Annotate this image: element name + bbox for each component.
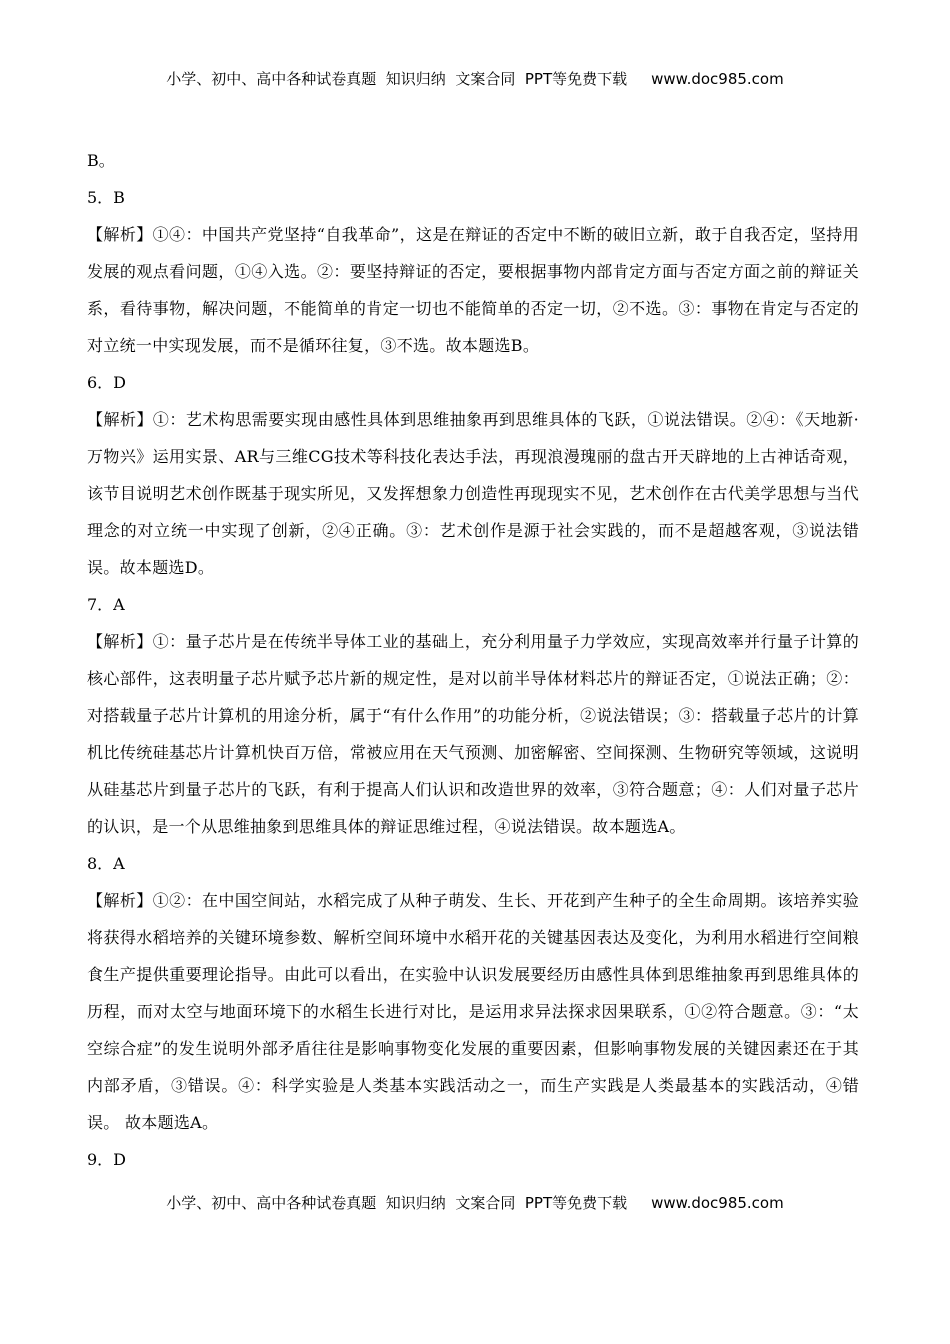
answer-content (87, 142, 859, 1178)
question-8-answer: 8．A (87, 854, 125, 873)
previous-answer-tail: B。 (87, 151, 115, 170)
question-6-answer: 6．D (87, 373, 127, 392)
page-footer (0, 1192, 950, 1213)
footer-text: 小学、初中、高中各种试卷真题 知识归纳 文案合同 PPT等免费下载 (166, 1194, 628, 1212)
page-header (0, 68, 950, 89)
question-8-explanation: 【解析】①②：在中国空间站，水稻完成了从种子萌发、生长、开花到产生种子的全生命周期。该培养实验将获得水稻培养的关键环境参数、解析空间环境中水稻开花的关键基因表达及变化，为利用水稻进行空间粮食生产提供重要理论指导。由此可以看出，在实验中认识发展要经历由感性具体到思维抽象再到思维具体的历程，而对太空与地面环境下的水稻生长进行对比，是运用求异法探求因果联系，①②符合题意。③：“太空综合症”的发生说明外部矛盾往往是影响事物变化发展的重要因素，但影响事物发展的关键因素还在于其内部矛盾，③错误。④：科学实验是人类基本实践活动之一，而生产实践是人类最基本的实践活动，④错误。 故本题选A。 (87, 891, 859, 1132)
footer-url: www.doc985.com (651, 1194, 784, 1212)
question-9-answer: 9．D (87, 1150, 127, 1169)
header-url: www.doc985.com (651, 70, 784, 88)
question-5-answer: 5．B (87, 188, 125, 207)
question-7-answer: 7．A (87, 595, 125, 614)
header-text: 小学、初中、高中各种试卷真题 知识归纳 文案合同 PPT等免费下载 (166, 70, 628, 88)
question-7-explanation: 【解析】①：量子芯片是在传统半导体工业的基础上，充分利用量子力学效应，实现高效率并行量子计算的核心部件，这表明量子芯片赋予芯片新的规定性，是对以前半导体材料芯片的辩证否定，①说法正确；②：对搭载量子芯片计算机的用途分析，属于“有什么作用”的功能分析，②说法错误；③：搭载量子芯片的计算机比传统硅基芯片计算机快百万倍，常被应用在天气预测、加密解密、空间探测、生物研究等领域，这说明从硅基芯片到量子芯片的飞跃，有利于提高人们认识和改造世界的效率，③符合题意；④：人们对量子芯片的认识，是一个从思维抽象到思维具体的辩证思维过程，④说法错误。故本题选A。 (87, 632, 859, 836)
question-6-explanation: 【解析】①：艺术构思需要实现由感性具体到思维抽象再到思维具体的飞跃，①说法错误。②④：《天地新·万物兴》运用实景、AR与三维CG技术等科技化表达手法，再现浪漫瑰丽的盘古开天辟地的上古神话奇观，该节目说明艺术创作既基于现实所见，又发挥想象力创造性再现现实不见，艺术创作在古代美学思想与当代理念的对立统一中实现了创新，②④正确。③：艺术创作是源于社会实践的，而不是超越客观，③说法错误。故本题选D。 (87, 410, 859, 577)
question-5-explanation: 【解析】①④：中国共产党坚持“自我革命”，这是在辩证的否定中不断的破旧立新，敢于自我否定，坚持用发展的观点看问题，①④入选。②：要坚持辩证的否定，要根据事物内部肯定方面与否定方面之前的辩证关系，看待事物，解决问题，不能简单的肯定一切也不能简单的否定一切，②不选。③：事物在肯定与否定的对立统一中实现发展，而不是循环往复，③不选。故本题选B。 (87, 225, 859, 355)
